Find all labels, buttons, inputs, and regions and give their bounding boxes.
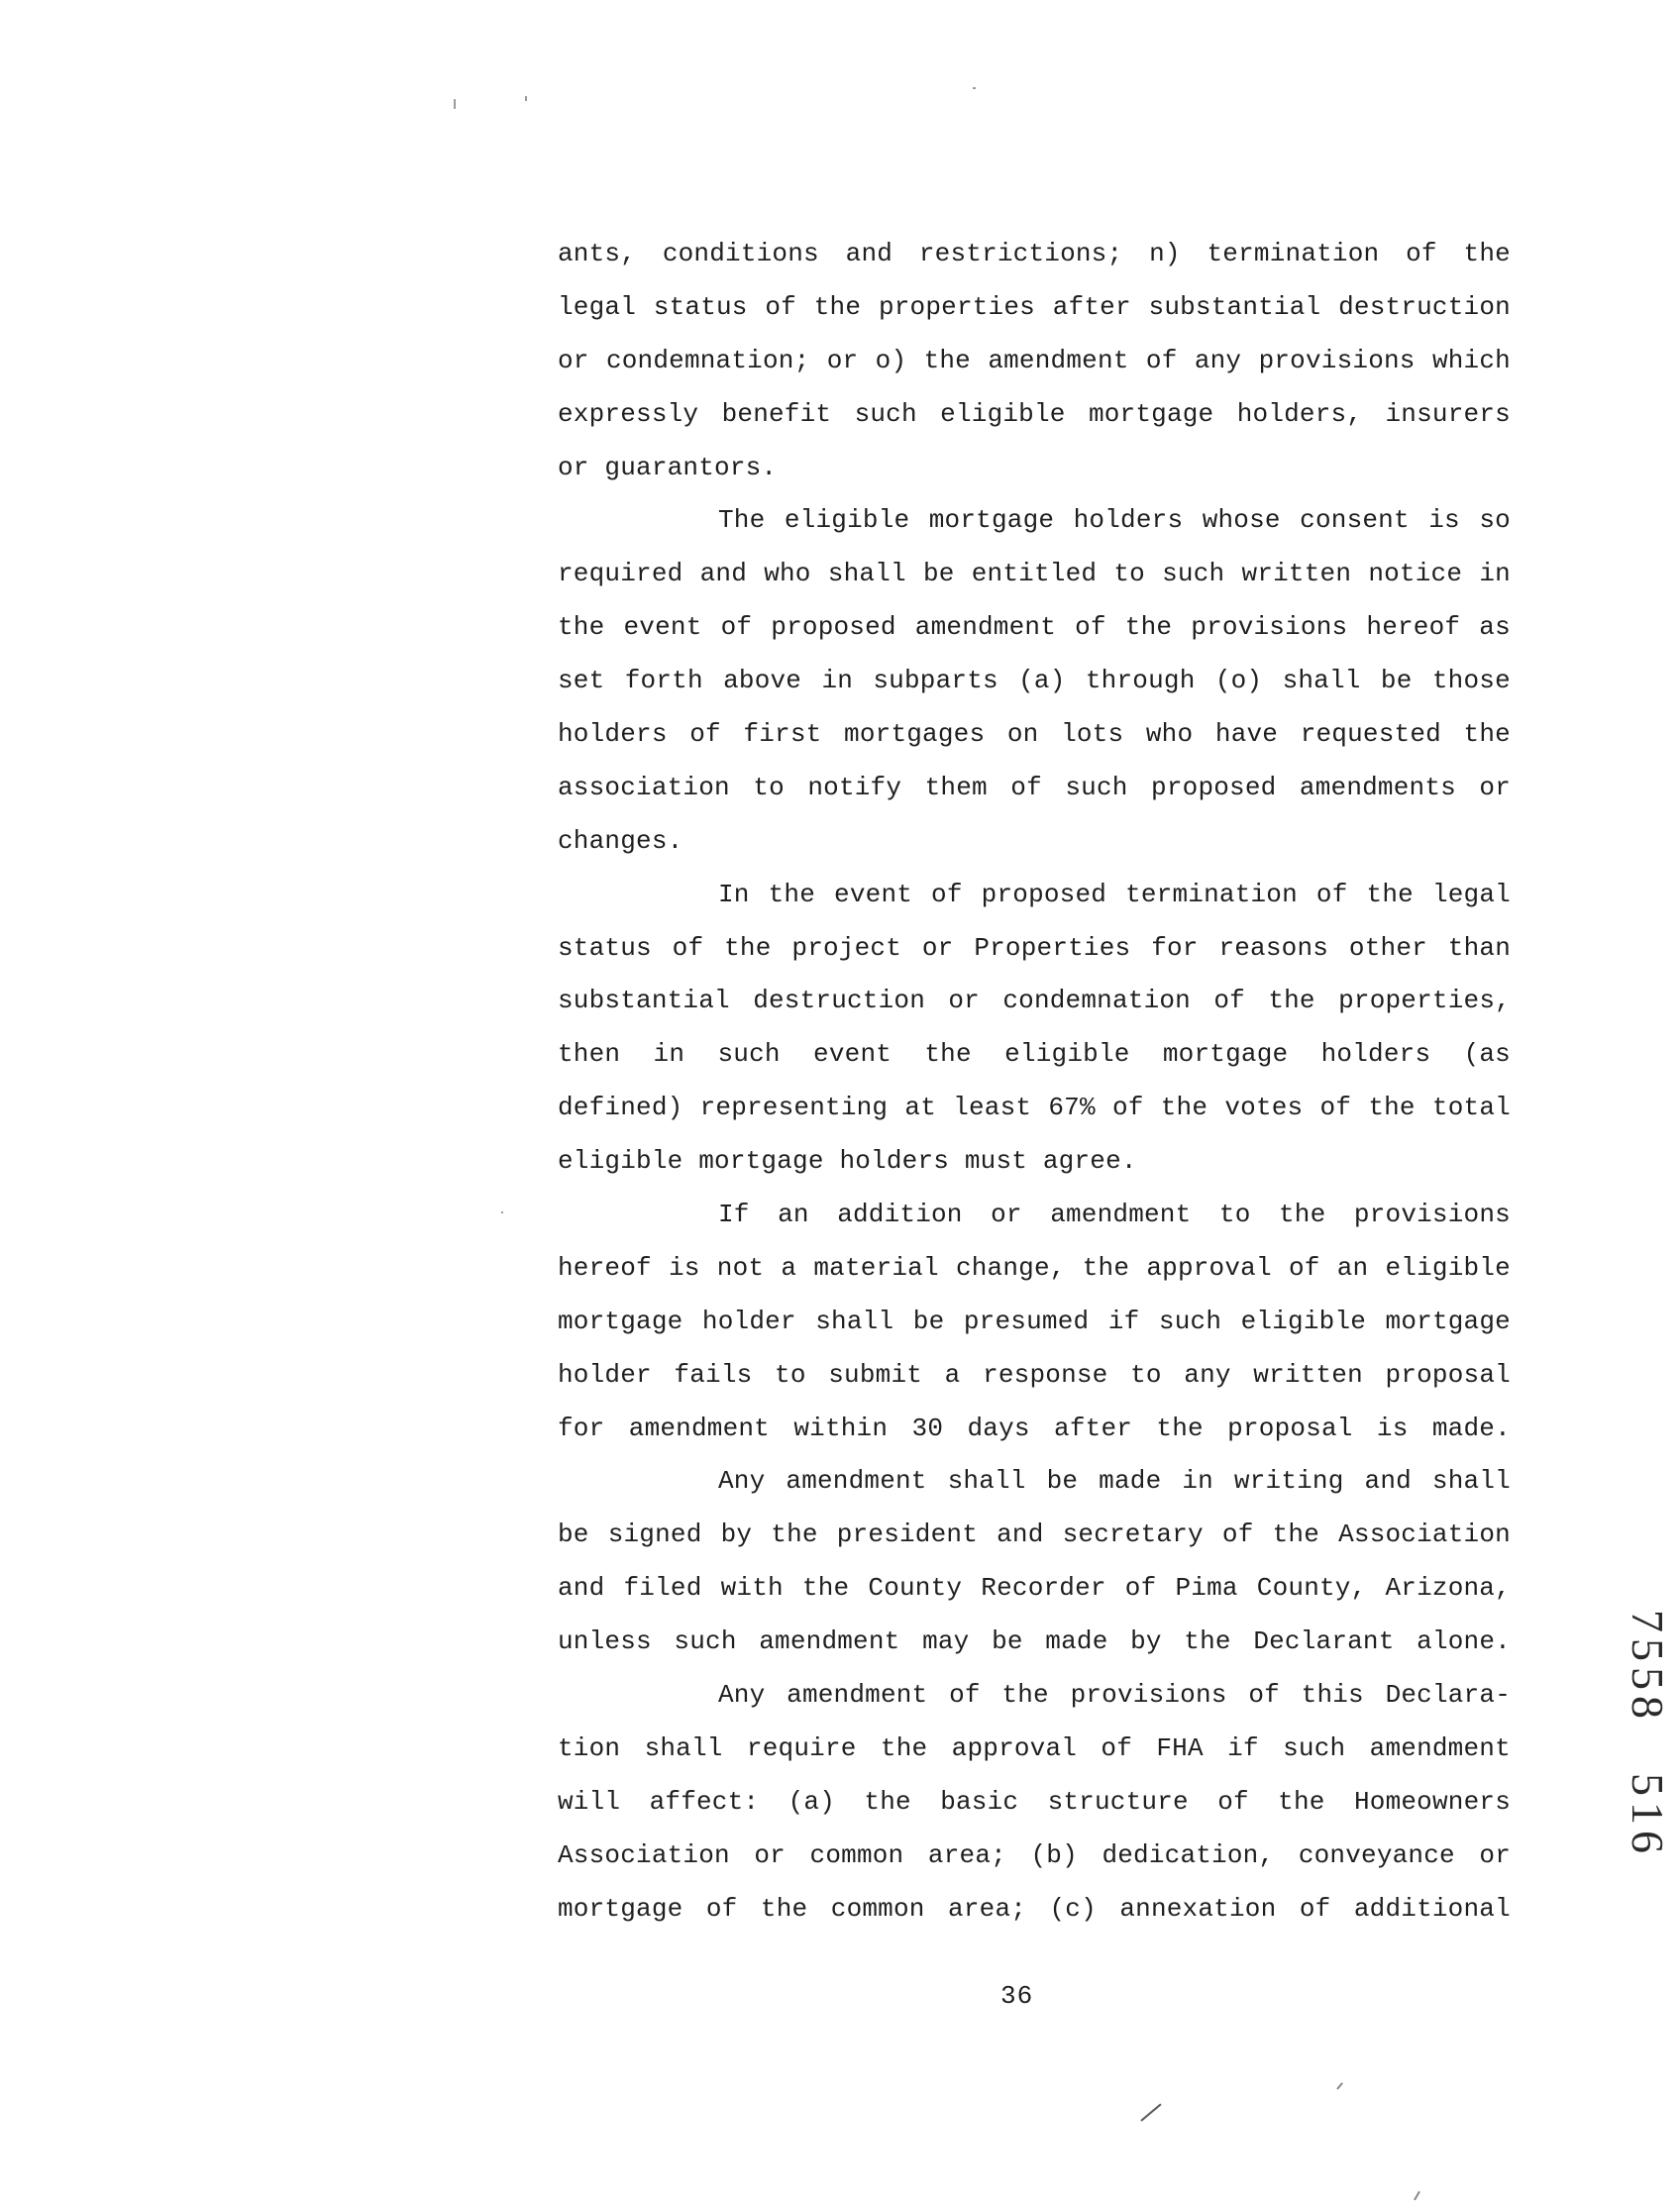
text-line: substantial destruction or condemnation of the properties, [558,986,1511,1016]
text-line: The eligible mortgage holders whose consent is so [718,505,1511,536]
text-line: then in such event the eligible mortgage holders (as [558,1039,1511,1070]
text-line: defined) representing at least 67% of the votes of the total [558,1093,1511,1123]
text-line: holder fails to submit a response to any written proposal [558,1359,1511,1390]
text-line: expressly benefit such eligible mortgage holders, insurers [558,398,1511,429]
text-line: for amendment within 30 days after the proposal is made. [558,1413,1511,1443]
text-line: the event of proposed amendment of the provisions hereof as [558,612,1511,643]
scan-speck [525,96,527,101]
text-line: If an addition or amendment to the provisions [718,1200,1511,1230]
scan-speck [454,99,456,109]
text-line: or condemnation; or o) the amendment of any provisions which [558,345,1511,375]
text-line: changes. [558,825,683,856]
text-line: ants, conditions and restrictions; n) termination of the [558,239,1511,268]
text-line: holders of first mortgages on lots who have requested the [558,719,1511,750]
text-line: In the event of proposed termination of the legal [718,879,1511,909]
text-line: legal status of the properties after substantial destruction [558,291,1511,322]
text-line: required and who shall be entitled to such written notice in [558,559,1511,589]
text-line: tion shall require the approval of FHA if such amendment [558,1732,1511,1763]
recording-book-number: 7558 [1623,1610,1673,1725]
text-line: or guarantors. [558,452,778,482]
text-line: set forth above in subparts (a) through (o) shall be those [558,666,1511,696]
scan-speck [501,1211,503,1213]
page-number: 36 [1000,1981,1034,2011]
text-line: unless such amendment may be made by the Declarant alone. [558,1626,1511,1657]
text-line: eligible mortgage holders must agree. [558,1146,1137,1177]
pen-mark [1140,2104,1161,2122]
text-line: and filed with the County Recorder of Pima County, Arizona, [558,1573,1511,1604]
text-line: association to notify them of such proposed amendments or [558,772,1511,802]
text-line: status of the project or Properties for reasons other than [558,932,1511,963]
text-line: be signed by the president and secretary of the Association [558,1520,1511,1550]
text-line: mortgage holder shall be presumed if such eligible mortgage [558,1306,1511,1336]
text-line: mortgage of the common area; (c) annexation of additional [558,1893,1511,1924]
recording-page-number: 516 [1623,1773,1673,1859]
text-line: Any amendment of the provisions of this Declara- [718,1680,1511,1711]
scan-speck [973,87,976,89]
text-line: Association or common area; (b) dedication, conveyance or [558,1839,1511,1870]
body-text [558,228,1511,1937]
pen-mark [1414,2191,1420,2201]
text-line: will affect: (a) the basic structure of the Homeowners [558,1786,1511,1817]
text-line: Any amendment shall be made in writing and shall [718,1466,1511,1497]
text-line: hereof is not a material change, the approval of an eligible [558,1252,1511,1283]
pen-mark [1336,2082,1343,2089]
